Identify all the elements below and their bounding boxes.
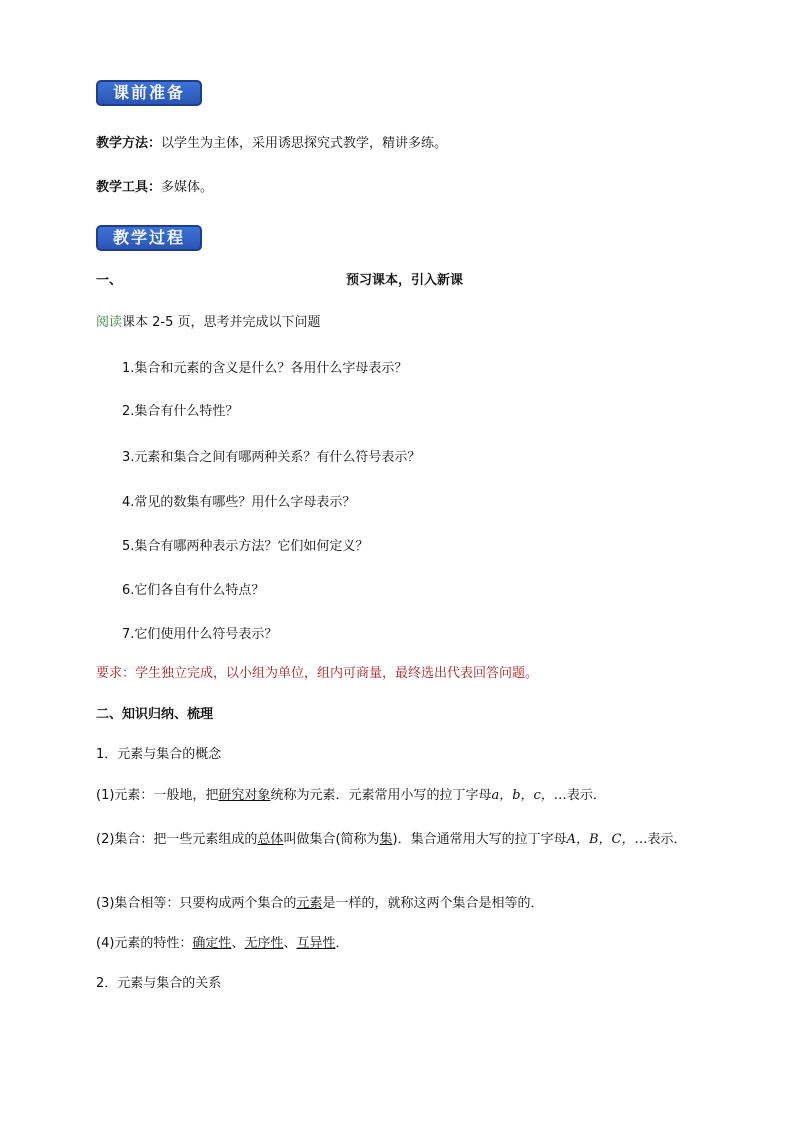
teaching-tools-label: 教学工具： — [96, 180, 162, 195]
p4-sep-1: 、 — [231, 936, 245, 951]
reading-instruction — [96, 313, 321, 333]
section1-title: 预习课本，引入新课 — [346, 273, 464, 288]
question-7: 7.它们使用什么符号表示？ — [122, 627, 278, 642]
paragraph-element — [96, 786, 606, 806]
section1-number: 一、 — [96, 273, 123, 288]
question-4: 4.常见的数集有哪些？用什么字母表示？ — [122, 495, 356, 510]
p3-underlined: 元素 — [296, 896, 323, 911]
reading-highlight: 阅读 — [96, 315, 123, 330]
requirement-note: 要求：学生独立完成，以小组为单位，组内可商量，最终选出代表回答问题。 — [96, 666, 539, 681]
teaching-method-text: 以学生为主体，采用诱思探究式教学，精讲多练。 — [161, 136, 448, 151]
p2-text-c: )．集合通常用大写的拉丁字母 — [392, 832, 567, 847]
paragraph-set-equality — [96, 894, 543, 914]
section-badge-process: 教学过程 — [96, 225, 202, 251]
p4-text-a: (4)元素的特性： — [96, 936, 193, 951]
p3-text-a: (3)集合相等：只要构成两个集合的 — [96, 896, 297, 911]
paragraph-element-properties — [96, 934, 349, 954]
question-3: 3.元素和集合之间有哪两种关系？有什么符号表示？ — [122, 450, 421, 465]
question-5: 5.集合有哪两种表示方法？它们如何定义？ — [122, 539, 369, 554]
p1-text-a: (1)元素：一般地，把 — [96, 788, 219, 803]
p4-property-1: 确定性 — [192, 936, 232, 951]
section2-heading: 二、知识归纳、梳理 — [96, 707, 214, 722]
item2-heading: 2．元素与集合的关系 — [96, 976, 222, 991]
p2-text-d: 表示． — [647, 832, 687, 847]
p2-text-b: 叫做集合(简称为 — [283, 832, 380, 847]
question-1: 1.集合和元素的含义是什么？各用什么字母表示？ — [122, 361, 408, 376]
p4-sep-2: 、 — [283, 936, 297, 951]
p2-underlined: 总体 — [257, 832, 284, 847]
item1-heading: 1．元素与集合的概念 — [96, 747, 222, 762]
p4-property-2: 无序性 — [244, 936, 284, 951]
paragraph-set — [96, 828, 708, 852]
teaching-tools — [96, 178, 213, 198]
reading-text: 课本 2-5 页，思考并完成以下问题 — [122, 315, 321, 330]
section-badge-prep: 课前准备 — [96, 80, 202, 106]
p4-property-3: 互异性 — [296, 936, 336, 951]
p1-text-c: 表示． — [566, 788, 606, 803]
question-6: 6.它们各自有什么特点？ — [122, 583, 265, 598]
p3-text-b: 是一样的，就称这两个集合是相等的． — [322, 896, 544, 911]
p2-underlined-2: 集 — [379, 832, 393, 847]
teaching-tools-text: 多媒体。 — [161, 180, 214, 195]
p1-underlined: 研究对象 — [218, 788, 271, 803]
p2-variables: A，B，C，… — [566, 832, 648, 847]
p2-text-a: (2)集合：把一些元素组成的 — [96, 832, 258, 847]
p4-end: ． — [335, 936, 349, 951]
p1-text-b: 统称为元素．元素常用小写的拉丁字母 — [270, 788, 492, 803]
question-2: 2.集合有什么特性？ — [122, 404, 239, 419]
p1-variables: a，b，c，… — [491, 788, 567, 803]
teaching-method — [96, 134, 447, 154]
teaching-method-label: 教学方法： — [96, 136, 162, 151]
